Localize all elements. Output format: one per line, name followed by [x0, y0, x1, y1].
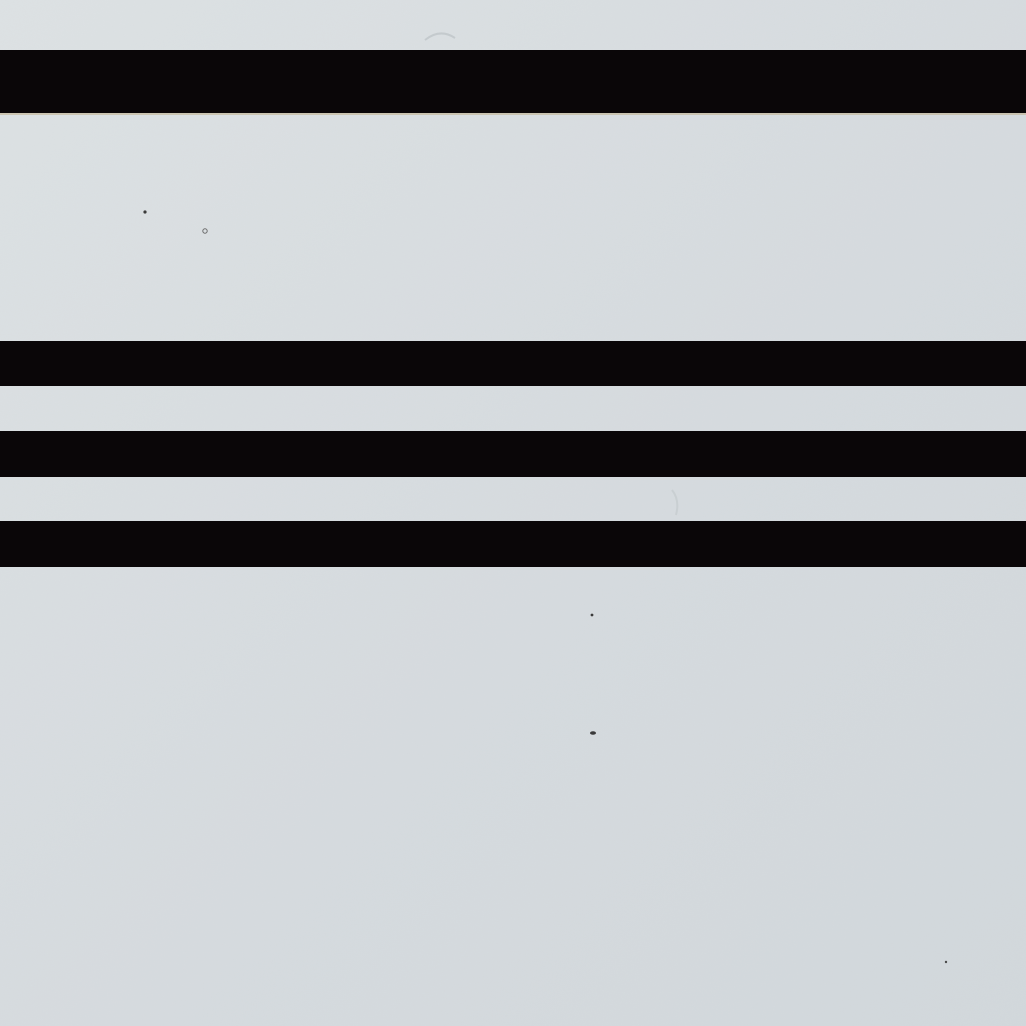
dust-speck — [143, 210, 146, 213]
stripe-3 — [0, 431, 1026, 477]
dust-speck — [590, 731, 596, 735]
stripe-1 — [0, 50, 1026, 113]
dust-speck — [591, 614, 594, 617]
stripe-2 — [0, 341, 1026, 386]
stripe-4 — [0, 521, 1026, 567]
dust-speck — [945, 961, 947, 963]
